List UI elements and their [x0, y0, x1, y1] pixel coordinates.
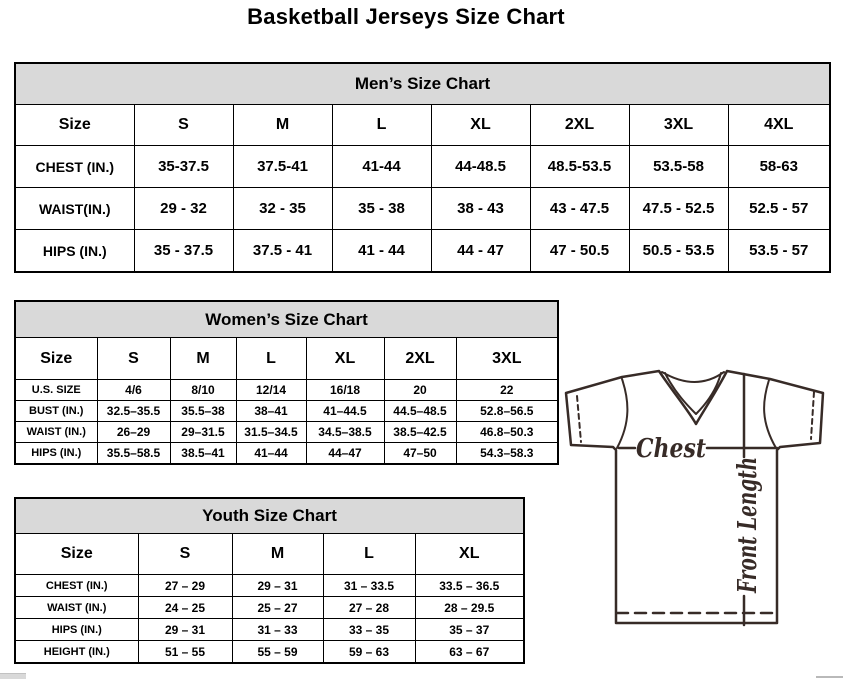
youth-value-cell: 55 – 59 [232, 641, 323, 664]
scrollbar-fragment-right [816, 676, 843, 678]
youth-value-cell: 63 – 67 [415, 641, 524, 664]
women-row-label: WAIST (IN.) [15, 422, 97, 443]
men-value-cell: 47.5 - 52.5 [629, 188, 728, 230]
youth-value-cell: 33.5 – 36.5 [415, 575, 524, 597]
women-row-label: U.S. SIZE [15, 380, 97, 401]
men-table-row [15, 230, 830, 273]
youth-value-cell: 59 – 63 [323, 641, 415, 664]
women-column-header: S [97, 338, 170, 380]
youth-value-cell: 35 – 37 [415, 619, 524, 641]
men-column-header: 2XL [530, 105, 629, 146]
men-row-label: CHEST (IN.) [15, 146, 134, 188]
youth-column-header: M [232, 534, 323, 575]
women-column-header: L [236, 338, 306, 380]
women-column-header: 2XL [384, 338, 456, 380]
youth-row-label: HEIGHT (IN.) [15, 641, 138, 664]
youth-size-table [14, 497, 523, 664]
youth-column-header: L [323, 534, 415, 575]
men-value-cell: 50.5 - 53.5 [629, 230, 728, 273]
womens-size-table [14, 300, 557, 465]
women-table-row [15, 443, 558, 465]
women-value-cell: 26–29 [97, 422, 170, 443]
men-value-cell: 44-48.5 [431, 146, 530, 188]
women-column-header: 3XL [456, 338, 558, 380]
youth-value-cell: 51 – 55 [138, 641, 232, 664]
mens-size-table [14, 62, 829, 273]
women-value-cell: 41–44.5 [306, 401, 384, 422]
men-value-cell: 53.5-58 [629, 146, 728, 188]
men-column-header: XL [431, 105, 530, 146]
women-value-cell: 35.5–58.5 [97, 443, 170, 465]
women-column-header: Size [15, 338, 97, 380]
women-value-cell: 38–41 [236, 401, 306, 422]
youth-value-cell: 24 – 25 [138, 597, 232, 619]
jersey-outline-shape [566, 371, 823, 623]
youth-column-header: Size [15, 534, 138, 575]
women-value-cell: 32.5–35.5 [97, 401, 170, 422]
women-value-cell: 35.5–38 [170, 401, 236, 422]
men-column-header: L [332, 105, 431, 146]
women-value-cell: 41–44 [236, 443, 306, 465]
women-value-cell: 20 [384, 380, 456, 401]
youth-row-label: WAIST (IN.) [15, 597, 138, 619]
youth-value-cell: 33 – 35 [323, 619, 415, 641]
youth-row-label: HIPS (IN.) [15, 619, 138, 641]
women-value-cell: 16/18 [306, 380, 384, 401]
women-value-cell: 12/14 [236, 380, 306, 401]
women-value-cell: 4/6 [97, 380, 170, 401]
men-value-cell: 35 - 38 [332, 188, 431, 230]
men-column-header: Size [15, 105, 134, 146]
men-table-row [15, 188, 830, 230]
men-value-cell: 37.5 - 41 [233, 230, 332, 273]
men-value-cell: 38 - 43 [431, 188, 530, 230]
youth-column-header: S [138, 534, 232, 575]
women-value-cell: 52.8–56.5 [456, 401, 558, 422]
youth-value-cell: 27 – 29 [138, 575, 232, 597]
women-value-cell: 22 [456, 380, 558, 401]
collar-back-seam [662, 372, 724, 382]
women-value-cell: 34.5–38.5 [306, 422, 384, 443]
men-column-header: S [134, 105, 233, 146]
women-row-label: HIPS (IN.) [15, 443, 97, 465]
women-value-cell: 46.8–50.3 [456, 422, 558, 443]
women-value-cell: 47–50 [384, 443, 456, 465]
men-row-label: WAIST(IN.) [15, 188, 134, 230]
youth-table-row [15, 575, 524, 597]
women-table-row [15, 422, 558, 443]
women-table-row [15, 380, 558, 401]
youth-value-cell: 27 – 28 [323, 597, 415, 619]
men-value-cell: 35-37.5 [134, 146, 233, 188]
women-column-header: M [170, 338, 236, 380]
women-value-cell: 38.5–42.5 [384, 422, 456, 443]
chest-label: Chest [636, 434, 706, 464]
men-value-cell: 29 - 32 [134, 188, 233, 230]
men-value-cell: 53.5 - 57 [728, 230, 830, 273]
men-value-cell: 41 - 44 [332, 230, 431, 273]
men-value-cell: 41-44 [332, 146, 431, 188]
men-row-label: HIPS (IN.) [15, 230, 134, 273]
men-value-cell: 48.5-53.5 [530, 146, 629, 188]
men-table-row [15, 146, 830, 188]
men-value-cell: 44 - 47 [431, 230, 530, 273]
men-column-header: 4XL [728, 105, 830, 146]
youth-value-cell: 31 – 33 [232, 619, 323, 641]
women-value-cell: 54.3–58.3 [456, 443, 558, 465]
women-table-title: Women’s Size Chart [15, 301, 558, 338]
women-column-header: XL [306, 338, 384, 380]
women-table-row [15, 401, 558, 422]
men-value-cell: 32 - 35 [233, 188, 332, 230]
men-value-cell: 37.5-41 [233, 146, 332, 188]
women-value-cell: 29–31.5 [170, 422, 236, 443]
youth-row-label: CHEST (IN.) [15, 575, 138, 597]
youth-table-row [15, 597, 524, 619]
women-value-cell: 44.5–48.5 [384, 401, 456, 422]
jersey-measurement-diagram [556, 360, 842, 678]
scrollbar-fragment-left [0, 673, 26, 679]
men-value-cell: 43 - 47.5 [530, 188, 629, 230]
men-value-cell: 47 - 50.5 [530, 230, 629, 273]
youth-table-title: Youth Size Chart [15, 498, 524, 534]
youth-value-cell: 29 – 31 [138, 619, 232, 641]
women-value-cell: 38.5–41 [170, 443, 236, 465]
men-table-title: Men’s Size Chart [15, 63, 830, 105]
men-value-cell: 58-63 [728, 146, 830, 188]
women-row-label: BUST (IN.) [15, 401, 97, 422]
youth-value-cell: 28 – 29.5 [415, 597, 524, 619]
men-column-header: M [233, 105, 332, 146]
men-value-cell: 52.5 - 57 [728, 188, 830, 230]
youth-value-cell: 31 – 33.5 [323, 575, 415, 597]
youth-table-row [15, 619, 524, 641]
youth-value-cell: 29 – 31 [232, 575, 323, 597]
page-title: Basketball Jerseys Size Chart [247, 4, 565, 29]
women-value-cell: 8/10 [170, 380, 236, 401]
women-value-cell: 44–47 [306, 443, 384, 465]
women-value-cell: 31.5–34.5 [236, 422, 306, 443]
youth-value-cell: 25 – 27 [232, 597, 323, 619]
youth-table-row [15, 641, 524, 664]
men-value-cell: 35 - 37.5 [134, 230, 233, 273]
men-column-header: 3XL [629, 105, 728, 146]
youth-column-header: XL [415, 534, 524, 575]
front-length-label: Front Length [733, 401, 763, 593]
